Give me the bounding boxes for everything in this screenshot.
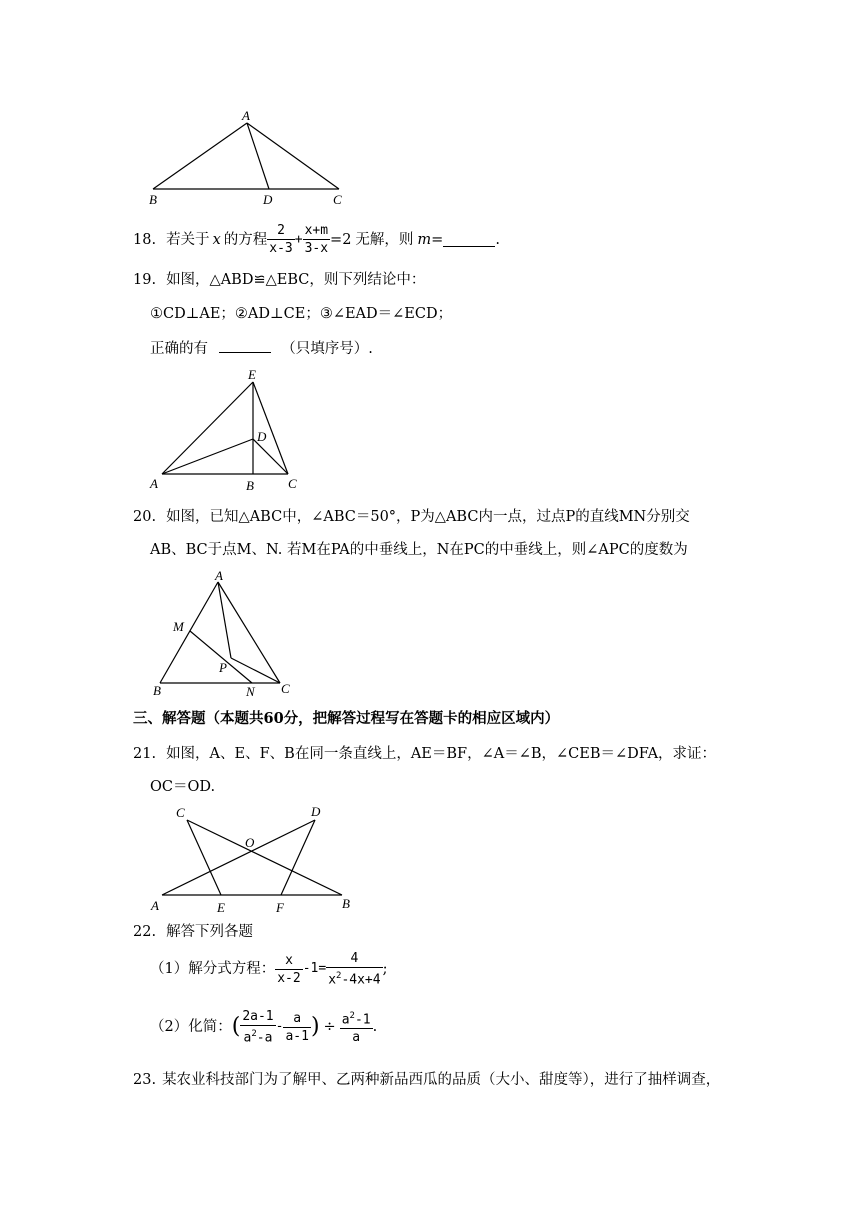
fraction-2a-1: $\frac{2a-1}{a^2-a}$ bbox=[242, 1009, 274, 1046]
point-label-e: E bbox=[248, 367, 256, 382]
plus-sign: + bbox=[294, 231, 303, 247]
question-number: 21. bbox=[133, 746, 157, 762]
q18-end: . bbox=[495, 231, 500, 248]
fraction-a2-1-over-a: $\frac{a^2-1}{a}$ bbox=[340, 1008, 373, 1046]
point-label-c: C bbox=[281, 681, 290, 696]
q18-eq: =2 bbox=[330, 231, 352, 248]
answer-blank bbox=[443, 232, 495, 247]
point-label-a: A bbox=[242, 108, 250, 123]
q23-text-1: 某农业科技部门为了解甲、乙两种新品西瓜的品质（大小、甜度等），进行了抽样调查， bbox=[162, 1072, 721, 1088]
point-label-d: D bbox=[311, 804, 321, 819]
figure-q21 bbox=[145, 800, 365, 915]
point-label-b: B bbox=[153, 683, 161, 698]
q18-eq2: = bbox=[431, 231, 444, 248]
point-label-c: C bbox=[288, 476, 297, 491]
fraction-4-over-quadratic: $\frac{4}{x^2-4x+4}$ bbox=[328, 951, 381, 988]
point-label-b: B bbox=[149, 192, 157, 207]
answer-blank bbox=[219, 338, 271, 353]
q19-text-pre: 正确的有 bbox=[150, 341, 208, 357]
question-number: 22. bbox=[133, 924, 157, 940]
point-label-c: C bbox=[333, 192, 342, 207]
question-22-title bbox=[133, 922, 253, 942]
q21-text-1: 如图，A、E、F、B在同一条直线上，AE＝BF，∠A＝∠B，∠CEB＝∠DFA，求证： bbox=[166, 746, 717, 762]
q22-part1-label: （1）解分式方程： bbox=[150, 961, 276, 978]
fraction-a-over-a-1: $\frac{a}{a-1}$ bbox=[285, 1010, 309, 1044]
point-label-a: A bbox=[151, 898, 159, 913]
q18-text-pre: 若关于 bbox=[166, 231, 210, 248]
figure-q19 bbox=[140, 362, 310, 492]
divide-sign: ÷ bbox=[323, 1019, 336, 1036]
question-number: 20. bbox=[133, 509, 157, 525]
fraction-2: $\frac{x+m}{3-x}$ bbox=[304, 223, 329, 256]
question-22-part2 bbox=[150, 1008, 377, 1046]
question-19-line3 bbox=[150, 338, 373, 359]
q19-text-post: （只填序号）. bbox=[281, 341, 373, 357]
q22-minus-one: -1= bbox=[302, 961, 327, 977]
question-21-line2: OC＝OD. bbox=[150, 779, 216, 795]
question-22-part1 bbox=[150, 950, 387, 988]
open-paren: ( bbox=[231, 1014, 241, 1040]
point-label-a: A bbox=[150, 476, 158, 491]
question-20-line2: AB、BC于点M、N. 若M在PA的中垂线上，N在PC的中垂线上，则∠APC的度数为 bbox=[150, 542, 688, 558]
point-label-p: P bbox=[219, 660, 227, 675]
q18-text-post: 无解，则 bbox=[355, 231, 414, 248]
q18-m: m bbox=[417, 231, 432, 248]
question-20-line1 bbox=[133, 507, 690, 527]
q22-period: . bbox=[372, 1019, 378, 1036]
point-label-a: A bbox=[215, 568, 223, 583]
point-label-b: B bbox=[246, 478, 254, 492]
question-23-line1 bbox=[133, 1070, 720, 1090]
close-paren: ) bbox=[310, 1014, 320, 1040]
question-number: 19. bbox=[133, 272, 157, 288]
point-label-o: O bbox=[245, 835, 255, 850]
point-label-f: F bbox=[276, 900, 284, 915]
question-21-line1 bbox=[133, 744, 716, 764]
q20-text-1: 如图，已知△ABC中，∠ABC＝50°，P为△ABC内一点，过点P的直线MN分别交 bbox=[166, 509, 690, 525]
fraction-1: $\frac{2}{x-3}$ bbox=[269, 223, 293, 256]
question-number: 23. bbox=[133, 1072, 157, 1088]
q18-var: x bbox=[212, 231, 221, 248]
point-label-e: E bbox=[217, 900, 225, 915]
q19-text: 如图，△ABD≌△EBC，则下列结论中： bbox=[166, 272, 426, 288]
section-title: 三、解答题（本题共60分，把解答过程写在答题卡的相应区域内） bbox=[133, 710, 560, 727]
q18-text-mid: 的方程 bbox=[223, 231, 268, 248]
fraction-x-over-x-2: $\frac{x}{x-2}$ bbox=[277, 952, 301, 986]
point-label-b: B bbox=[342, 896, 350, 911]
q22-part2-label: （2）化简： bbox=[150, 1019, 232, 1036]
figure-q20 bbox=[145, 565, 305, 700]
point-label-c: C bbox=[176, 805, 185, 820]
question-19-line1 bbox=[133, 270, 425, 290]
point-label-d: D bbox=[257, 429, 267, 444]
question-18 bbox=[133, 222, 500, 257]
minus-sign: - bbox=[275, 1019, 284, 1035]
figure-triangle-abd bbox=[140, 105, 360, 210]
q22-title: 解答下列各题 bbox=[166, 924, 254, 940]
point-label-d: D bbox=[263, 192, 273, 207]
point-label-n: N bbox=[246, 684, 255, 699]
q22-semicolon: ; bbox=[382, 961, 388, 978]
question-19-line2: ①CD⊥AE；②AD⊥CE；③∠EAD＝∠ECD； bbox=[150, 306, 453, 322]
point-label-m: M bbox=[173, 619, 184, 634]
question-number: 18. bbox=[133, 231, 157, 248]
